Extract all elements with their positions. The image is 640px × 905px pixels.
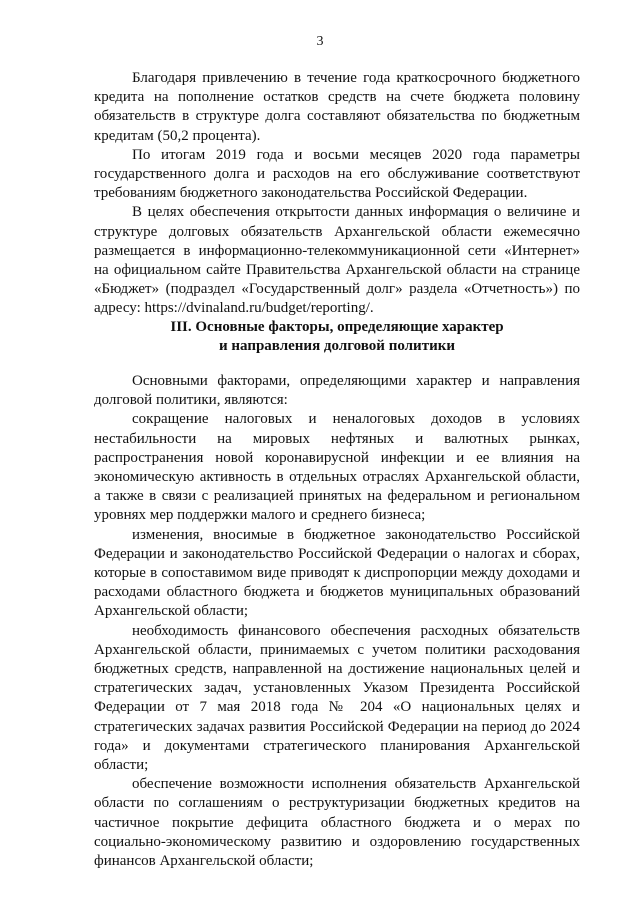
paragraph: обеспечение возможности исполнения обязательств Архангельской области по соглашениям о реструктуризации бюджетных кредитов на частичное покрытие дефицита областного бюджета и о мерах по социально-экономическому развитию и оздоровлению государственных финансов Архангельской области; (94, 776, 580, 870)
paragraph: По итогам 2019 года и восьми месяцев 2020 года параметры государственного долга и расходов на его обслуживание соответствуют требованиям бюджетного законодательства Российской Федерации. (94, 146, 580, 202)
intro-text-block (94, 69, 580, 319)
section-heading-line: III. Основные факторы, определяющие характер (170, 319, 504, 335)
section-text-block (94, 372, 580, 871)
paragraph: В целях обеспечения открытости данных информация о величине и структуре долговых обязательств Архангельской области ежемесячно размещается в информационно-телекоммуникационной сети «Интернет» на официальном сайте Правительства Архангельской области на странице «Бюджет» (подраздел «Государственный долг» раздела «Отчетность») по адресу: https://dvinaland.ru/budget/reporting/. (94, 204, 580, 317)
paragraph: изменения, вносимые в бюджетное законодательство Российской Федерации и законодательство Российской Федерации о налогах и сборах, которые в сопоставимом виде приводят к диспропорции между доходами и расходами областного бюджета и бюджетов муниципальных образований Архангельской области; (94, 526, 580, 620)
paragraph: Основными факторами, определяющими характер и направления долговой политики, являются: (94, 373, 580, 409)
section-heading (94, 318, 580, 356)
section-heading-line: и направления долговой политики (218, 338, 455, 355)
paragraph: Благодаря привлечению в течение года краткосрочного бюджетного кредита на пополнение остатков средств на счете бюджета половину обязательств в структуре долга составляют обязательства по бюджетным кредитам (50,2 процента). (94, 70, 580, 144)
page-number: 3 (316, 34, 324, 49)
paragraph: необходимость финансового обеспечения расходных обязательств Архангельской области, принимаемых с учетом политики расходования бюджетных средств, направленной на достижение национальных целей и стратегических задач, установленных Указом Президента Российской Федерации от 7 мая 2018 года № 204 «О национальных целях и стратегических задачах развития Российской Федерации на период до 2024 года» и документами стратегического планирования Архангельской области; (94, 622, 580, 774)
paragraph: сокращение налоговых и неналоговых доходов в условиях нестабильности на мировых нефтяных и валютных рынках, распространения новой коронавирусной инфекции и ее влияния на экономическую активность в отдельных отраслях Архангельской области, а также в связи с реализацией принятых на федеральном и региональном уровнях мер поддержки малого и среднего бизнеса; (94, 411, 580, 524)
